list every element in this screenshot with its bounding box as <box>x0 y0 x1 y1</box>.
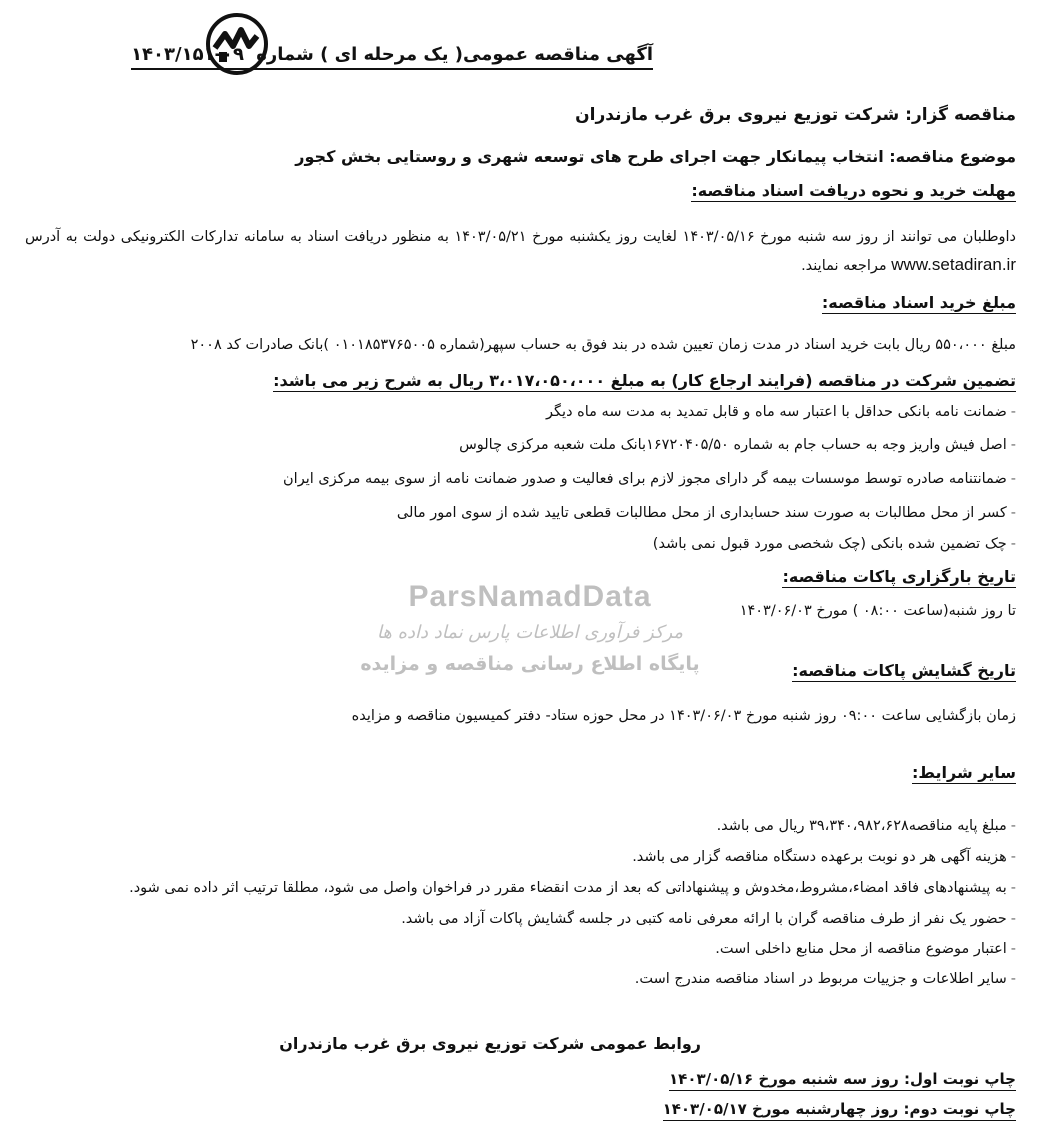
condition-item: -سایر اطلاعات و جزییات مربوط در اسناد مناقصه مندرج است. <box>634 971 1016 987</box>
condition-item-text: به پیشنهادهای فاقد امضاء،مشروط،مخدوش و پیشنهاداتی که بعد از مدت انقضاء مقرر در فراخوان واصل می شود، مطلقا ترتیب اثر داده نمی شود. <box>129 880 1007 896</box>
setad-url-link[interactable]: www.setadiran.ir <box>891 255 1016 274</box>
document-price-heading: مبلغ خرید اسناد مناقصه: <box>821 293 1016 312</box>
condition-item: -حضور یک نفر از طرف مناقصه گران با ارائه معرفی نامه کتبی در جلسه گشایش پاکات آزاد می باشد. <box>401 911 1016 927</box>
watermark <box>340 580 720 675</box>
condition-item-text: مبلغ پایه مناقصه۳۹،۳۴۰،۹۸۲،۶۲۸ ریال می باشد. <box>716 818 1007 834</box>
purchase-deadline-text <box>25 224 1016 280</box>
watermark-line2: پایگاه اطلاع رسانی مناقصه و مزایده <box>360 653 700 675</box>
submission-section <box>782 566 1016 588</box>
condition-item-text: اعتبار موضوع مناقصه از محل منابع داخلی است. <box>715 941 1007 957</box>
condition-item: -هزینه آگهی هر دو نوبت برعهده دستگاه مناقصه گزار می باشد. <box>632 849 1016 865</box>
guarantee-item-text: کسر از محل مطالبات به صورت سند حسابداری از محل مطالبات قطعی تایید شده از سوی امور مالی <box>396 505 1007 521</box>
guarantee-section <box>273 370 1016 392</box>
guarantee-item: -کسر از محل مطالبات به صورت سند حسابداری از محل مطالبات قطعی تایید شده از سوی امور مالی <box>396 505 1016 521</box>
purchase-deadline-body: داوطلبان می توانند از روز سه شنبه مورخ ۱۴۰۳/۰۵/۱۶ لغایت روز یکشنبه مورخ ۱۴۰۳/۰۵/۲۱ به منظور دریافت اسناد به سامانه تدارکات الکترونیکی دولت به آدرس <box>25 229 1017 245</box>
opening-heading: تاریخ گشایش پاکات مناقصه: <box>792 661 1016 680</box>
opening-section <box>792 660 1016 682</box>
guarantee-item: -ضمانت نامه بانکی حداقل با اعتبار سه ماه و قابل تمدید به مدت سه ماه دیگر <box>546 404 1016 420</box>
purchase-deadline-heading: مهلت خرید و نحوه دریافت اسناد مناقصه: <box>691 181 1016 200</box>
condition-item-text: حضور یک نفر از طرف مناقصه گران با ارائه معرفی نامه کتبی در جلسه گشایش پاکات آزاد می باشد. <box>401 911 1007 927</box>
notice-title-text: آگهی مناقصه عمومی( یک مرحله ای ) شماره <box>256 44 653 65</box>
condition-item: -به پیشنهادهای فاقد امضاء،مشروط،مخدوش و پیشنهاداتی که بعد از مدت انقضاء مقرر در فراخوان واصل می شود، مطلقا ترتیب اثر داده نمی شود. <box>129 880 1016 896</box>
notice-title <box>131 44 653 70</box>
other-conditions-section <box>912 762 1016 784</box>
document-price-text: مبلغ ۵۵۰،۰۰۰ ریال بابت خرید اسناد در مدت زمان تعیین شده در بند فوق به حساب سپهر(شماره ۰۱۰۱۸۵۳۷۶۵۰۰۵ )بانک صادرات کد ۲۰۰۸ <box>190 337 1016 353</box>
guarantee-item-text: ضمانت نامه بانکی حداقل با اعتبار سه ماه و قابل تمدید به مدت سه ماه دیگر <box>546 404 1007 420</box>
tender-subject: موضوع مناقصه: انتخاب پیمانکار جهت اجرای طرح های توسعه شهری و روستایی بخش کجور <box>295 147 1016 166</box>
purchase-deadline-section <box>691 180 1016 202</box>
guarantee-item: -اصل فیش واریز وجه به حساب جام به شماره ۱۶۷۲۰۴۰۵/۵۰بانک ملت شعبه مرکزی چالوس <box>459 437 1016 453</box>
submission-heading: تاریخ بارگزاری پاکات مناقصه: <box>782 567 1016 586</box>
purchase-deadline-tail: مراجعه نمایند. <box>801 258 887 274</box>
guarantee-item: -ضمانتنامه صادره توسط موسسات بیمه گر دارای مجوز لازم برای فعالیت و صدور ضمانت نامه از سوی بیمه مرکزی ایران <box>283 471 1016 487</box>
condition-item-text: سایر اطلاعات و جزییات مربوط در اسناد مناقصه مندرج است. <box>634 971 1007 987</box>
watermark-latin: ParsNamadData <box>408 580 652 613</box>
watermark-line1: مرکز فرآوری اطلاعات پارس نماد داده ها <box>376 622 684 643</box>
guarantee-item: -چک تضمین شده بانکی (چک شخصی مورد قبول نمی باشد) <box>652 536 1016 552</box>
opening-text: زمان بازگشایی ساعت ۰۹:۰۰ روز شنبه مورخ ۱۴۰۳/۰۶/۰۳ در محل حوزه ستاد- دفتر کمیسیون مناقصه و مزایده <box>351 708 1016 724</box>
guarantee-item-text: ضمانتنامه صادره توسط موسسات بیمه گر دارای مجوز لازم برای فعالیت و صدور ضمانت نامه از سوی بیمه مرکزی ایران <box>283 471 1007 487</box>
second-print-date: چاپ نوبت دوم: روز چهارشنبه مورخ ۱۴۰۳/۰۵/۱۷ <box>663 1098 1016 1121</box>
guarantee-item-text: اصل فیش واریز وجه به حساب جام به شماره ۱۶۷۲۰۴۰۵/۵۰بانک ملت شعبه مرکزی چالوس <box>459 437 1007 453</box>
condition-item-text: هزینه آگهی هر دو نوبت برعهده دستگاه مناقصه گزار می باشد. <box>632 849 1007 865</box>
submission-text: تا روز شنبه(ساعت ۰۸:۰۰ ) مورخ ۱۴۰۳/۰۶/۰۳ <box>739 603 1016 619</box>
public-relations-signature: روابط عمومی شرکت توزیع نیروی برق غرب مازندران <box>279 1034 701 1053</box>
other-conditions-heading: سایر شرایط: <box>912 763 1016 782</box>
guarantee-heading: تضمین شرکت در مناقصه (فرایند ارجاع کار) به مبلغ ۳،۰۱۷،۰۵۰،۰۰۰ ریال به شرح زیر می باشد: <box>273 371 1016 390</box>
notice-number: ۰۹-۱۴۰۳/۱۵۱ <box>131 44 245 65</box>
condition-item: -مبلغ پایه مناقصه۳۹،۳۴۰،۹۸۲،۶۲۸ ریال می باشد. <box>716 818 1016 834</box>
document-price-section <box>822 292 1016 314</box>
tender-organizer: مناقصه گزار: شرکت توزیع نیروی برق غرب مازندران <box>575 105 1016 125</box>
guarantee-item-text: چک تضمین شده بانکی (چک شخصی مورد قبول نمی باشد) <box>652 536 1007 552</box>
condition-item: -اعتبار موضوع مناقصه از محل منابع داخلی است. <box>715 941 1016 957</box>
first-print-date: چاپ نوبت اول: روز سه شنبه مورخ ۱۴۰۳/۰۵/۱۶ <box>669 1068 1016 1091</box>
